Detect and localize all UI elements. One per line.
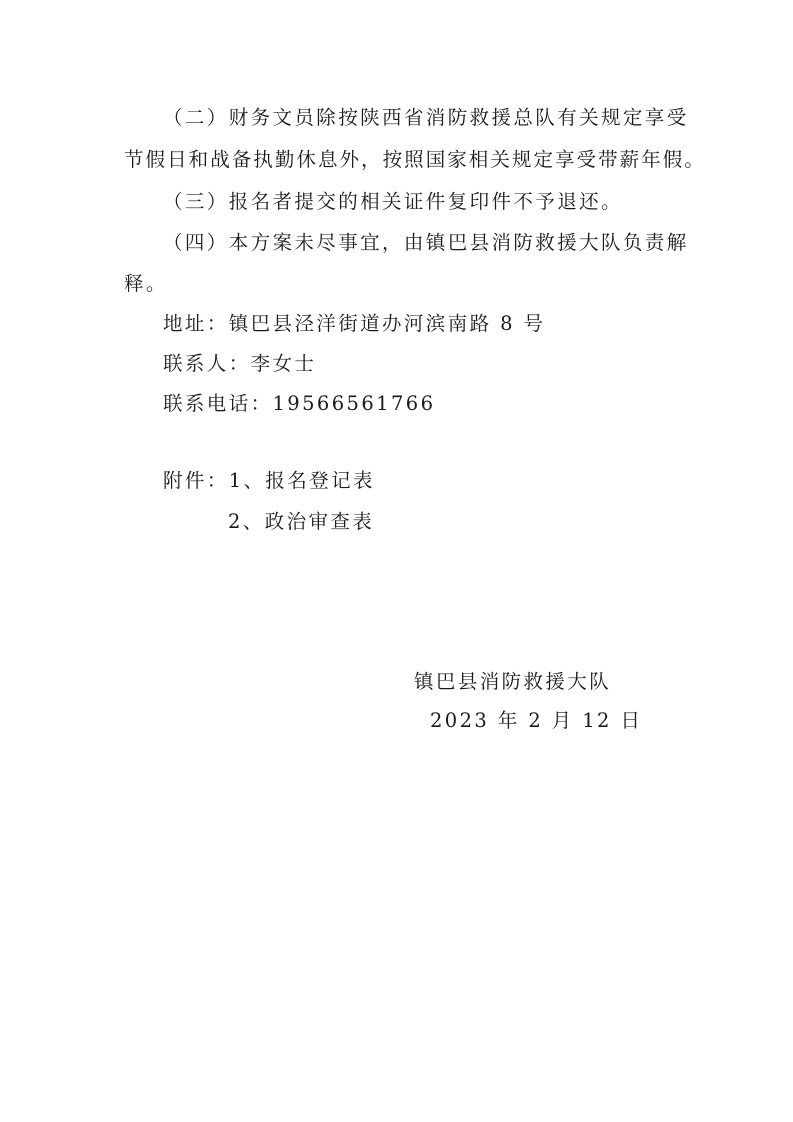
contact-phone: 联系电话：19566561766 xyxy=(163,392,436,415)
contact-person: 联系人：李女士 xyxy=(163,352,317,375)
clause-4-line-1: （四）本方案未尽事宜，由镇巴县消防救援大队负责解 xyxy=(163,231,689,254)
signature-date: 2023 年 2 月 12 日 xyxy=(430,709,643,732)
signature-org: 镇巴县消防救援大队 xyxy=(414,670,612,693)
clause-2-line-2: 节假日和战备执勤休息外，按照国家相关规定享受带薪年假。 xyxy=(124,148,706,171)
contact-address: 地址：镇巴县泾洋街道办河滨南路 8 号 xyxy=(163,312,546,335)
attachment-2: 2、政治审查表 xyxy=(228,510,375,533)
clause-3-line-1: （三）报名者提交的相关证件复印件不予退还。 xyxy=(163,190,623,213)
clause-4-line-2: 释。 xyxy=(124,272,168,295)
clause-2-line-1: （二）财务文员除按陕西省消防救援总队有关规定享受 xyxy=(163,106,689,129)
attachment-1: 附件：1、报名登记表 xyxy=(163,469,375,492)
